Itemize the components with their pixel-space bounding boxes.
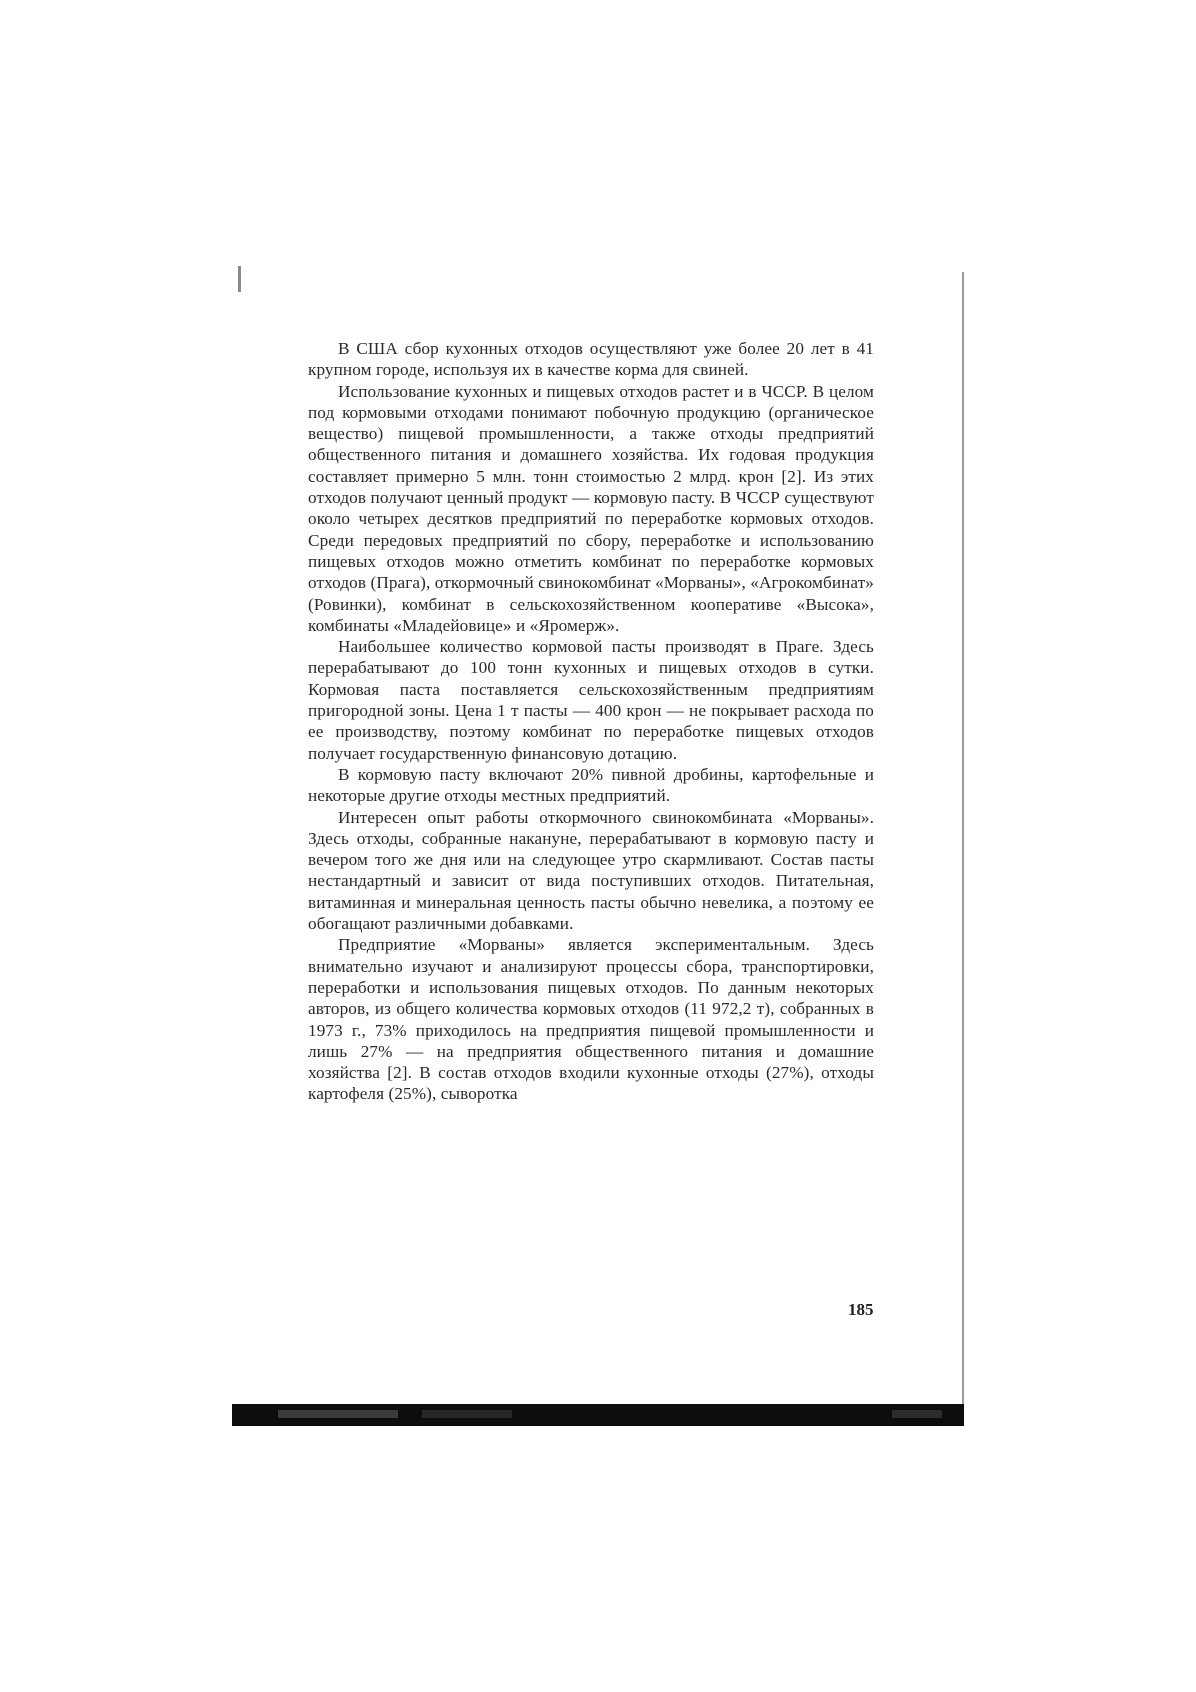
paragraph-4: В кормовую пасту включают 20% пивной дробины, картофельные и некоторые другие отходы местных предприятий. <box>308 764 874 806</box>
scan-streak <box>892 1410 942 1418</box>
scan-streak <box>422 1410 512 1418</box>
page-number: 185 <box>848 1300 874 1319</box>
page-edge-left <box>238 266 241 292</box>
paragraph-1: В США сбор кухонных отходов осуществляют уже более 20 лет в 41 крупном городе, используя их в качестве корма для свиней. <box>308 339 874 380</box>
paragraph-3: Наибольшее количество кормовой пасты производят в Праге. Здесь перерабатывают до 100 тонн кухонных и пищевых отходов в сутки. Кормовая паста поставляется сельскохозяйственным предприятиям пригородной зоны. Цена 1 т пасты — 400 крон — не покрывает расхода по ее производству, поэтому комбинат по переработке пищевых отходов получает государственную финансовую дотацию. <box>308 637 874 763</box>
scan-streak <box>278 1410 398 1418</box>
paragraph-2: Использование кухонных и пищевых отходов растет и в ЧССР. В целом под кормовыми отходами понимают побочную продукцию (органическое вещество) пищевой промышленности, а также отходы предприятий общественного питания и домашнего хозяйства. Их годовая продукция составляет примерно 5 млн. тонн стоимостью 2 млрд. крон [2]. Из этих отходов получают ценный продукт — кормовую пасту. В ЧССР существуют около четырех десятков предприятий по переработке кормовых отходов. Среди передовых предприятий по сбору, переработке и использованию пищевых отходов можно отметить комбинат по переработке кормовых отходов (Прага), откормочный свинокомбинат «Морваны», «Агрокомбинат» (Ровинки), комбинат в сельскохозяйственном кооперативе «Высока», комбинаты «Младейовице» и «Яромерж». <box>308 381 874 635</box>
paragraph-5: Интересен опыт работы откормочного свинокомбината «Морваны». Здесь отходы, собранные накануне, перерабатывают в кормовую пасту и вечером того же дня или на следующее утро скармливают. Состав пасты нестандартный и зависит от вида поступивших отходов. Питательная, витаминная и минеральная ценность пасты обычно невелика, а поэтому ее обогащают различными добавками. <box>308 807 874 934</box>
body-text <box>308 338 874 1105</box>
page-edge-right <box>962 272 964 1412</box>
paragraph-6: Предприятие «Морваны» является экспериментальным. Здесь внимательно изучают и анализируют процессы сбора, транспортировки, переработки и использования пищевых отходов. По данным некоторых авторов, из общего количества кормовых отходов (11 972,2 т), собранных в 1973 г., 73% приходилось на предприятия пищевой промышленности и лишь 27% — на предприятия общественного питания и домашние хозяйства [2]. В состав отходов входили кухонные отходы (27%), отходы картофеля (25%), сыворотка <box>308 935 874 1104</box>
scan-bottom-shadow <box>232 1404 964 1426</box>
